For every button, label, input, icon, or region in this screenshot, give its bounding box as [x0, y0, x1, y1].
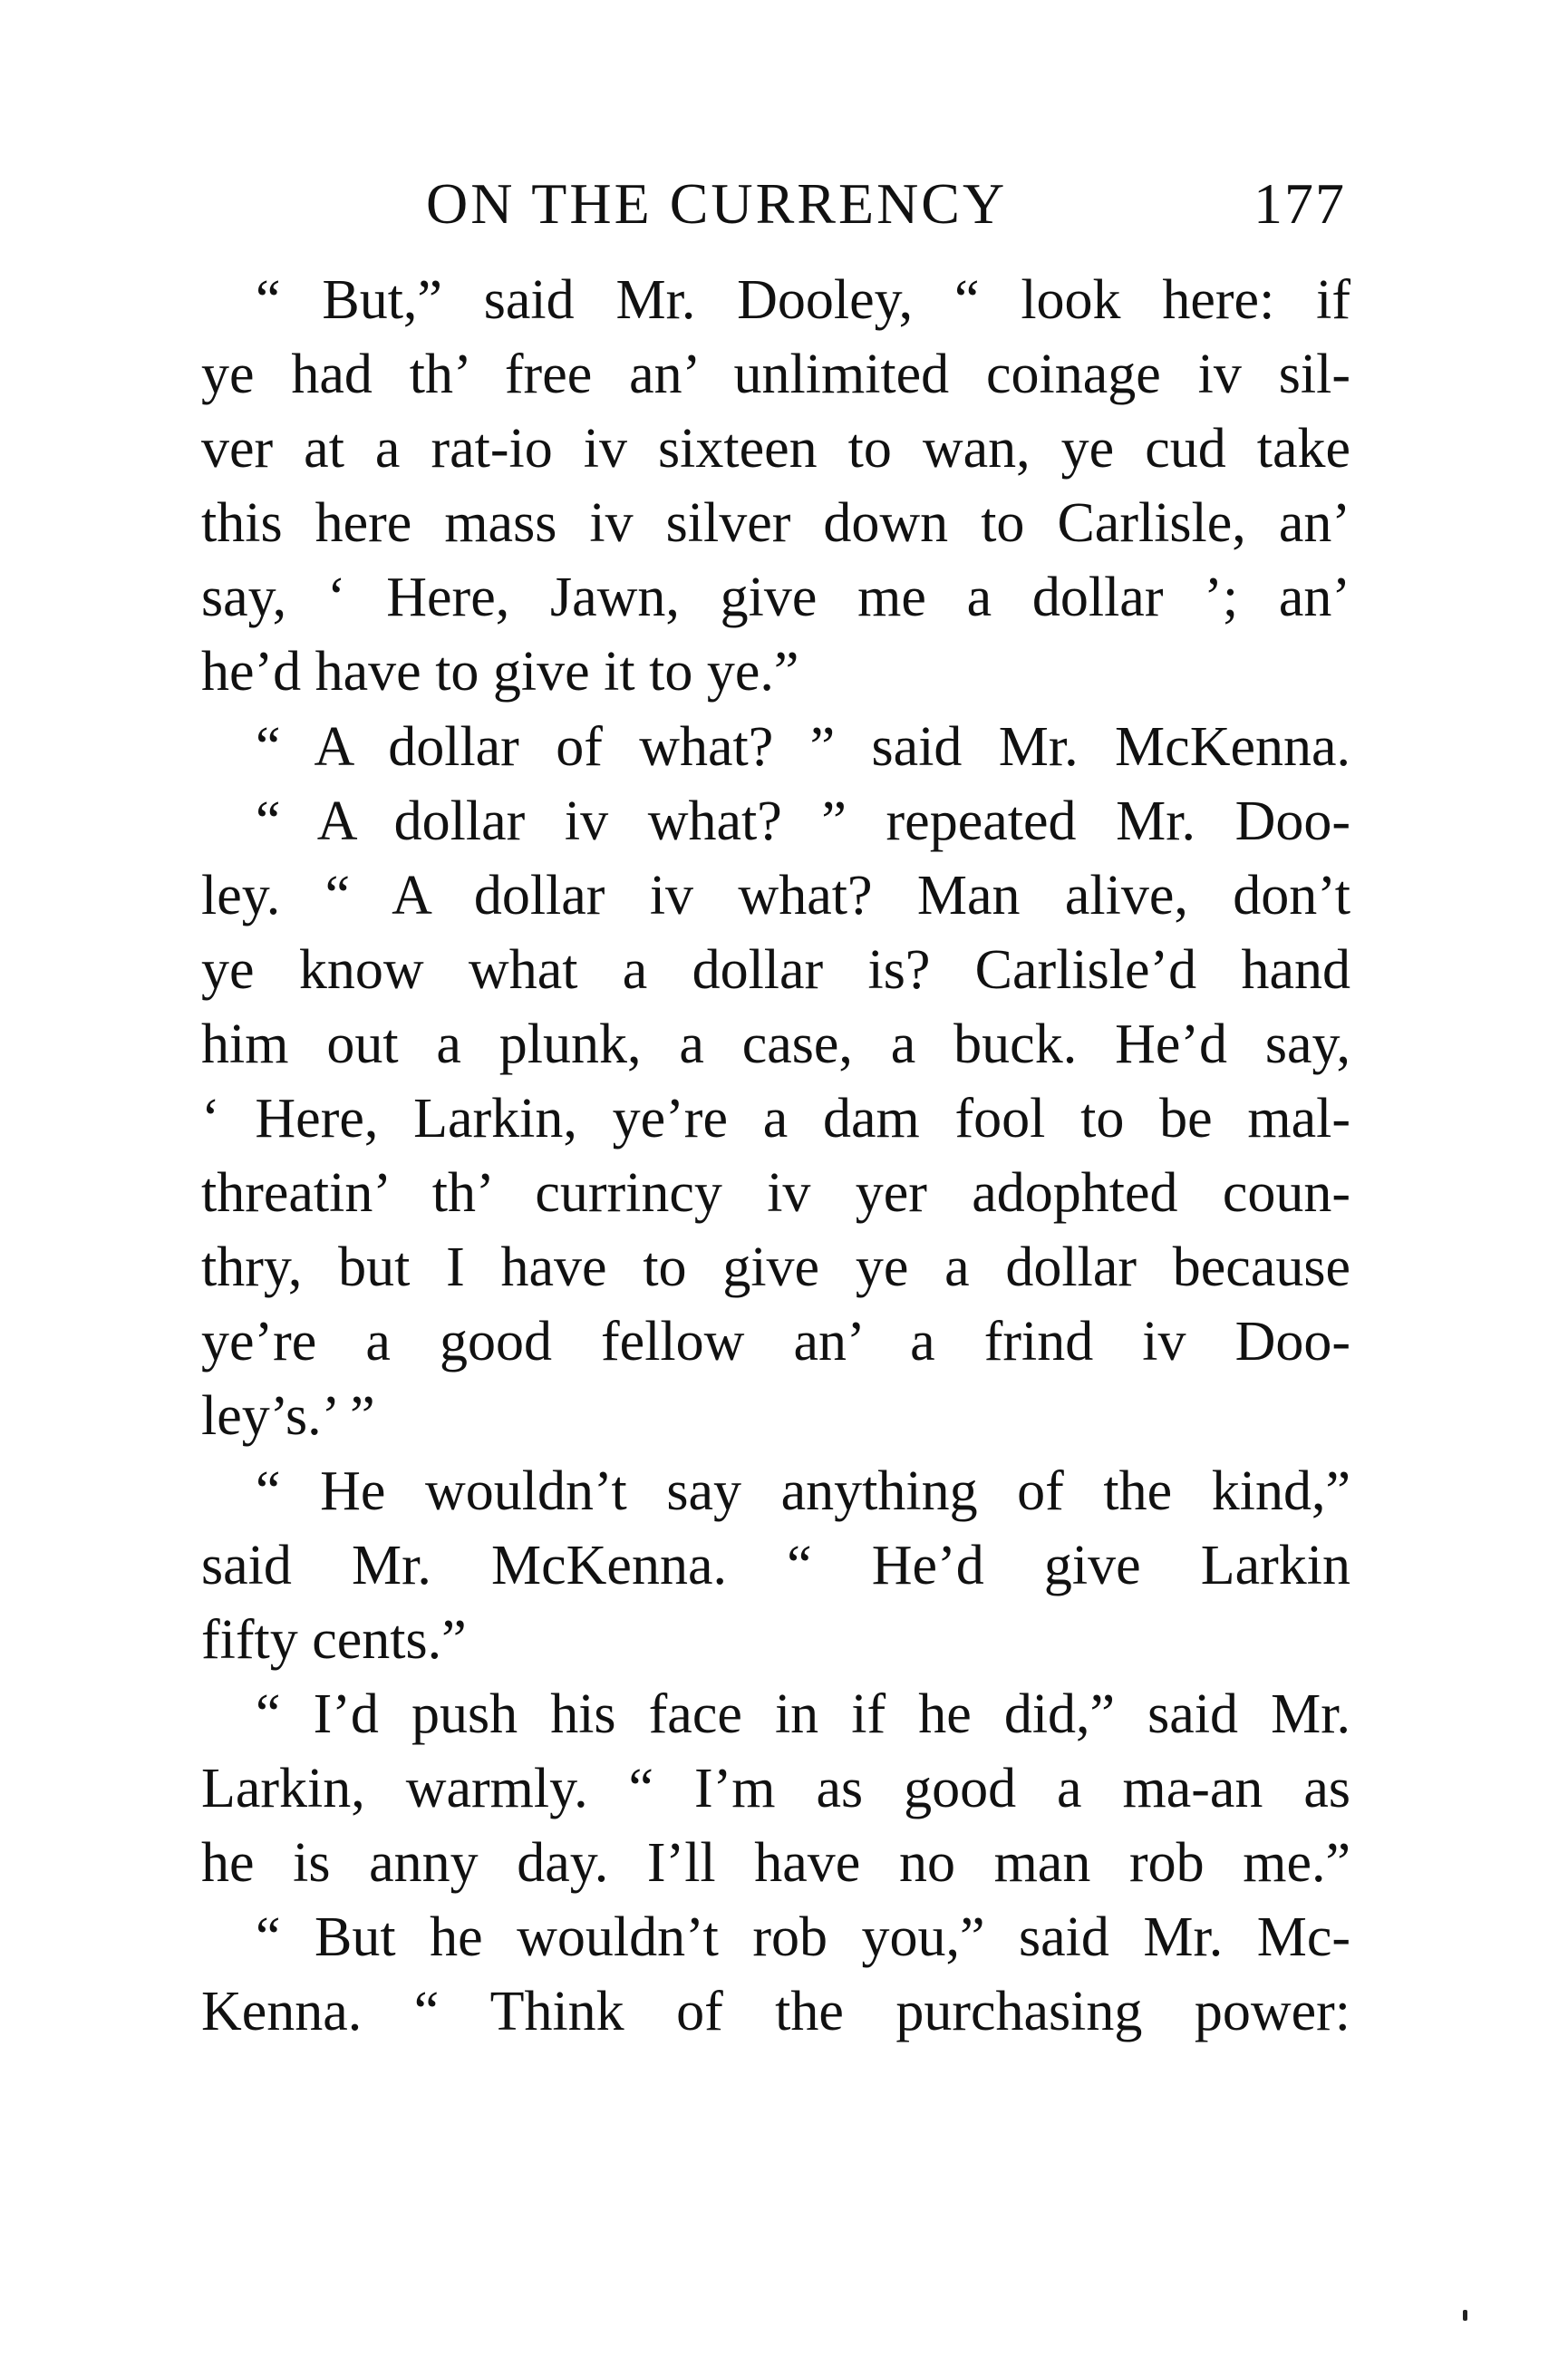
text-line: “ A dollar of what? ” said Mr. McKenna. [256, 715, 1350, 778]
text-line: thry, but I have to give ye a dollar because [201, 1237, 1350, 1299]
text-line: ley’s.’ ” [201, 1385, 375, 1448]
text-line: Kenna. “ Think of the purchasing power: [201, 1981, 1350, 2043]
text-line: him out a plunk, a case, a buck. He’d say, [201, 1013, 1350, 1075]
text-line: “ But,” said Mr. Dooley, “ look here: if [256, 269, 1350, 331]
text-line: threatin’ th’ currincy iv yer adophted coun- [201, 1162, 1350, 1225]
page-header [426, 163, 1346, 245]
text-line: this here mass iv silver down to Carlisle, an’ [201, 492, 1350, 555]
text-line: ye know what a dollar is? Carlisle’d hand [201, 938, 1350, 1001]
text-line: say, ‘ Here, Jawn, give me a dollar ’; an’ [201, 567, 1350, 629]
text-line: he’d have to give it to ye.” [201, 641, 799, 703]
text-line: “ He wouldn’t say anything of the kind,” [256, 1460, 1350, 1522]
body-text [201, 263, 1350, 2049]
running-head: ON THE CURRENCY [426, 171, 1008, 236]
text-line: “ A dollar iv what? ” repeated Mr. Doo- [256, 790, 1350, 852]
text-line: “ But he wouldn’t rob you,” said Mr. Mc- [256, 1906, 1350, 1969]
text-line: he is anny day. I’ll have no man rob me.” [201, 1831, 1350, 1894]
text-line: ver at a rat-io iv sixteen to wan, ye cud take [201, 418, 1350, 480]
ink-speck [1463, 2310, 1467, 2321]
text-line: fifty cents.” [201, 1608, 467, 1671]
text-line: ye’re a good fellow an’ a frind iv Doo- [201, 1311, 1350, 1373]
text-line: ye had th’ free an’ unlimited coinage iv sil- [201, 344, 1350, 406]
text-line: said Mr. McKenna. “ He’d give Larkin [201, 1534, 1350, 1596]
text-line: ‘ Here, Larkin, ye’re a dam fool to be mal- [201, 1088, 1350, 1150]
text-line: “ I’d push his face in if he did,” said Mr. [256, 1683, 1350, 1745]
page-number: 177 [1253, 171, 1346, 236]
text-line: ley. “ A dollar iv what? Man alive, don’t [201, 864, 1350, 926]
text-line: Larkin, warmly. “ I’m as good a ma-an as [201, 1757, 1350, 1819]
